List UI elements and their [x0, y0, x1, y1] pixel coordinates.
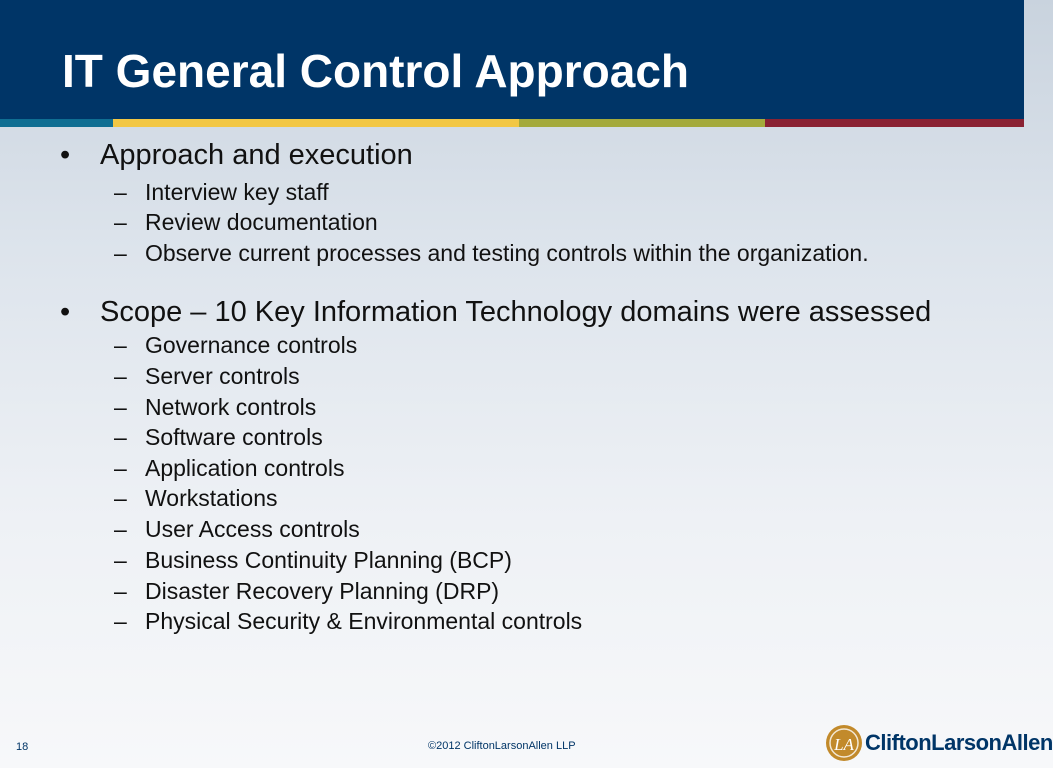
- list-item: [114, 365, 300, 388]
- bullet-text: Approach and execution: [100, 139, 413, 171]
- list-item-text: User Access controls: [145, 516, 360, 542]
- list-item: [114, 181, 329, 204]
- bullet-approach: [60, 141, 413, 170]
- logo-mark-icon: [825, 724, 863, 762]
- page-number: 18: [16, 741, 29, 753]
- list-item-text: Server controls: [145, 363, 300, 389]
- list-item-text: Observe current processes and testing controls within the organization.: [145, 240, 869, 266]
- bullet-marker: •: [60, 139, 71, 171]
- list-item-text: Disaster Recovery Planning (DRP): [145, 578, 500, 604]
- list-item: [114, 426, 323, 449]
- slide-header: [0, 0, 1024, 119]
- sub-marker: –: [114, 547, 127, 573]
- accent-stripe: [0, 119, 1024, 127]
- bullet-marker: •: [60, 296, 71, 328]
- sub-marker: –: [114, 363, 127, 389]
- list-item: [114, 334, 357, 357]
- bullet-scope: [60, 298, 931, 327]
- sub-marker: –: [114, 240, 127, 266]
- copyright-text: ©2012 CliftonLarsonAllen LLP: [428, 740, 576, 752]
- list-item-text: Network controls: [145, 394, 317, 420]
- logo-text: CliftonLarsonAllen: [865, 730, 1053, 755]
- stripe-teal-segment: [0, 119, 113, 127]
- sub-marker: –: [114, 516, 127, 542]
- stripe-yellow-segment: [113, 119, 519, 127]
- list-item-text: Governance controls: [145, 332, 358, 358]
- list-item: [114, 549, 512, 572]
- sub-marker: –: [114, 608, 127, 634]
- list-item: [114, 580, 499, 603]
- list-item: [114, 242, 869, 265]
- sub-marker: –: [114, 394, 127, 420]
- list-item: [114, 396, 316, 419]
- list-item: [114, 518, 360, 541]
- company-logo: [825, 722, 1053, 764]
- sub-marker: –: [114, 179, 127, 205]
- list-item: [114, 487, 278, 510]
- sub-marker: –: [114, 332, 127, 358]
- list-item-text: Software controls: [145, 424, 323, 450]
- list-item-text: Physical Security & Environmental controls: [145, 608, 583, 634]
- list-item-text: Application controls: [145, 455, 345, 481]
- bullet-text: Scope – 10 Key Information Technology domains were assessed: [100, 296, 932, 328]
- list-item-text: Workstations: [145, 485, 278, 511]
- slide-title: IT General Control Approach: [62, 45, 690, 97]
- list-item-text: Business Continuity Planning (BCP): [145, 547, 512, 573]
- sub-marker: –: [114, 424, 127, 450]
- list-item: [114, 610, 582, 633]
- list-item: [114, 211, 378, 234]
- sub-marker: –: [114, 578, 127, 604]
- stripe-olive-segment: [519, 119, 765, 127]
- sub-marker: –: [114, 455, 127, 481]
- stripe-maroon-segment: [765, 119, 1024, 127]
- sub-marker: –: [114, 485, 127, 511]
- sub-marker: –: [114, 209, 127, 235]
- list-item-text: Review documentation: [145, 209, 378, 235]
- list-item: [114, 457, 344, 480]
- list-item-text: Interview key staff: [145, 179, 329, 205]
- logo-mark-text: LA: [834, 735, 854, 754]
